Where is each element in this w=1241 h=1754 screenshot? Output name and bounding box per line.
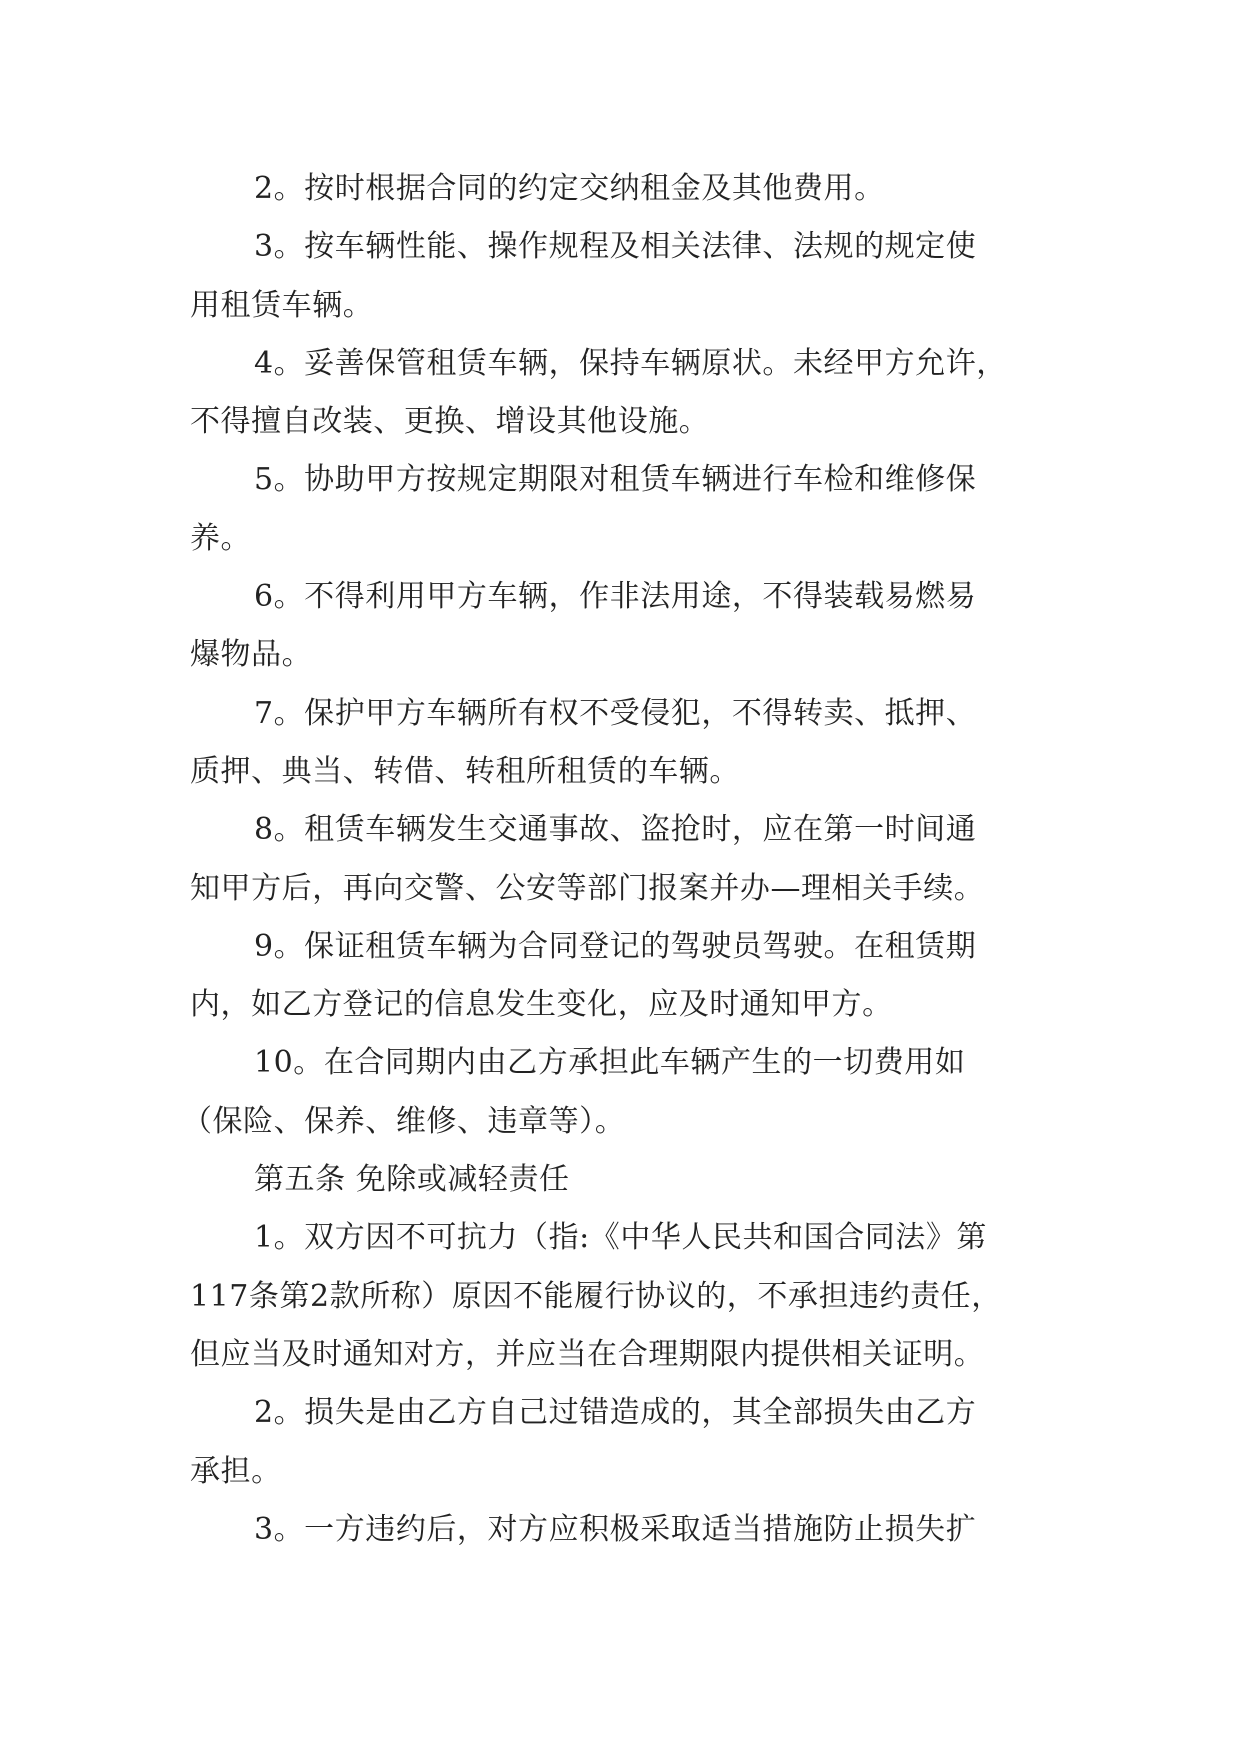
text-line: 3。按车辆性能、操作规程及相关法律、法规的规定使 xyxy=(254,229,977,265)
text-line: 9。保证租赁车辆为合同登记的驾驶员驾驶。在租赁期 xyxy=(254,928,977,964)
text-line: 6。不得利用甲方车辆，作非法用途，不得装载易燃易 xyxy=(254,579,977,615)
text-line: 但应当及时通知对方，并应当在合理期限内提供相关证明。 xyxy=(190,1336,985,1372)
text-line: 5。协助甲方按规定期限对租赁车辆进行车检和维修保 xyxy=(254,462,977,498)
text-line: 内，如乙方登记的信息发生变化，应及时通知甲方。 xyxy=(190,987,893,1023)
text-line: 养。 xyxy=(190,520,252,556)
text-line: 2。损失是由乙方自己过错造成的，其全部损失由乙方 xyxy=(254,1395,977,1431)
section-heading: 第五条 免除或减轻责任 xyxy=(254,1162,570,1198)
text-line: 7。保护甲方车辆所有权不受侵犯，不得转卖、抵押、 xyxy=(254,695,977,731)
text-line: 质押、典当、转借、转租所租赁的车辆。 xyxy=(190,753,740,789)
text-line: 8。租赁车辆发生交通事故、盗抢时，应在第一时间通 xyxy=(254,812,977,848)
text-line: 2。按时根据合同的约定交纳租金及其他费用。 xyxy=(254,171,885,206)
text-line: 知甲方后，再向交警、公安等部门报案并办—理相关手续。 xyxy=(190,870,985,906)
text-line: 承担。 xyxy=(190,1453,282,1489)
text-line: 10。在合同期内由乙方承担此车辆产生的一切费用如 xyxy=(254,1045,966,1081)
text-line: 4。妥善保管租赁车辆，保持车辆原状。未经甲方允许， xyxy=(254,345,1007,381)
text-line: 3。一方违约后，对方应积极采取适当措施防止损失扩 xyxy=(254,1511,977,1547)
text-line: 1。双方因不可抗力（指:《中华人民共和国合同法》第 xyxy=(254,1220,987,1256)
text-line: （保险、保养、维修、违章等）。 xyxy=(182,1103,626,1139)
text-line: 117条第2款所称）原因不能履行协议的，不承担违约责任， xyxy=(190,1278,1002,1314)
text-line: 爆物品。 xyxy=(190,637,313,673)
document-body xyxy=(182,160,1060,1559)
text-line: 用租赁车辆。 xyxy=(190,287,374,323)
text-line: 不得擅自改装、更换、增设其他设施。 xyxy=(190,404,710,440)
